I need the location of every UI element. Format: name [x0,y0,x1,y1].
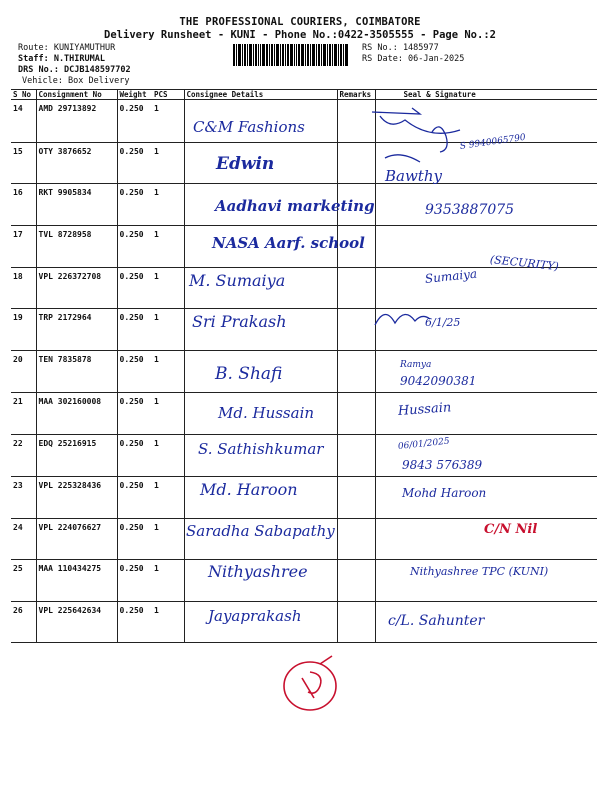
handwritten-consignee: Saradha Sabapathy [186,522,335,540]
handwritten-seal: 9843 576389 [402,458,483,472]
row-sno: 20 [11,351,36,393]
row-remarks [337,435,375,477]
row-consignment: RKT 9905834 [36,184,117,226]
row-pcs: 1 [152,560,184,602]
rs-number: RS No.: 1485977 [362,43,439,53]
row-weight: 0.250 [117,560,152,602]
runsheet-subtitle: Delivery Runsheet - KUNI - Phone No.:0422-3505555 - Page No.:2 [104,29,496,41]
handwritten-consignee: M. Sumaiya [189,271,286,290]
red-stamp-mark [280,652,344,716]
row-weight: 0.250 [117,519,152,560]
row-remarks [337,519,375,560]
handwritten-seal: Hussain [397,400,452,419]
row-weight: 0.250 [117,143,152,184]
handwritten-consignee: Sri Prakash [192,312,287,331]
row-remarks [337,560,375,602]
handwritten-seal: Sumaiya [424,266,478,286]
row-sno: 14 [11,100,36,143]
row-sno: 23 [11,477,36,519]
row-weight: 0.250 [117,184,152,226]
handwritten-seal: c/L. Sahunter [388,613,485,629]
row-sno: 22 [11,435,36,477]
handwritten-seal: 9042090381 [400,374,477,388]
row-remarks [337,351,375,393]
row-pcs: 1 [152,100,184,143]
row-remarks [337,477,375,519]
row-remarks [337,602,375,643]
row-sno: 19 [11,309,36,351]
row-pcs: 1 [152,477,184,519]
row-pcs: 1 [152,602,184,643]
handwritten-consignee: Edwin [216,154,275,174]
row-sno: 16 [11,184,36,226]
handwritten-seal: 06/01/2025 [397,436,451,452]
row-weight: 0.250 [117,435,152,477]
handwritten-seal: (SECURITY) [489,253,560,274]
table-row [11,602,597,643]
col-remarks-header: Remarks [337,90,375,100]
drs-label: DRS No.: DCJB148597702 [18,65,131,75]
handwritten-seal: Ramya [400,360,432,370]
handwritten-consignee: S. Sathishkumar [198,440,324,458]
row-consignment: TVL 8728958 [36,226,117,268]
row-consignment: TRP 2172964 [36,309,117,351]
col-consignment-header: Consignment No [36,90,117,100]
col-seal-header: Seal & Signature [375,90,597,100]
row-sno: 17 [11,226,36,268]
handwritten-consignee: Md. Haroon [200,480,298,499]
handwritten-consignee: Jayaprakash [208,607,302,625]
handwritten-consignee: Aadhavi marketing [215,197,375,215]
row-weight: 0.250 [117,477,152,519]
row-consignment: VPL 224076627 [36,519,117,560]
col-pcs-header: PCS [152,90,184,100]
row-remarks [337,393,375,435]
row-consignment: AMD 29713892 [36,100,117,143]
row-pcs: 1 [152,351,184,393]
staff-label: Staff: N.THIRUMAL [18,54,105,64]
row-weight: 0.250 [117,309,152,351]
row-consignment: MAA 302160008 [36,393,117,435]
handwritten-seal: 9353887075 [425,202,515,218]
row-sno: 26 [11,602,36,643]
handwritten-seal: Bawthy [385,167,442,185]
row-sno: 24 [11,519,36,560]
col-sno-header: S No [11,90,36,100]
row-pcs: 1 [152,226,184,268]
row-pcs: 1 [152,184,184,226]
row-pcs: 1 [152,143,184,184]
row-consignment: VPL 225328436 [36,477,117,519]
vehicle-label: Vehicle: Box Delivery [22,76,130,86]
row-consignment: TEN 7835878 [36,351,117,393]
row-sno: 21 [11,393,36,435]
handwritten-consignee: C&M Fashions [193,118,305,136]
table-row [11,309,597,351]
handwritten-consignee: NASA Aarf. school [212,234,365,252]
col-weight-header: Weight [117,90,152,100]
row-weight: 0.250 [117,602,152,643]
row-pcs: 1 [152,435,184,477]
row-consignment: EDQ 25216915 [36,435,117,477]
row-sno: 15 [11,143,36,184]
row-pcs: 1 [152,309,184,351]
row-consignment: VPL 226372708 [36,268,117,309]
row-consignment: VPL 225642634 [36,602,117,643]
row-sno: 18 [11,268,36,309]
handwritten-seal: 6/1/25 [425,316,461,329]
row-weight: 0.250 [117,100,152,143]
row-weight: 0.250 [117,226,152,268]
row-weight: 0.250 [117,351,152,393]
row-pcs: 1 [152,268,184,309]
handwritten-seal: C/N Nil [484,522,538,537]
table-row [11,268,597,309]
signature-scribble [370,295,450,335]
handwritten-consignee: Nithyashree [208,562,308,581]
table-row [11,477,597,519]
barcode-image [233,44,349,66]
route-label: Route: KUNIYAMUTHUR [18,43,116,53]
row-weight: 0.250 [117,268,152,309]
company-title: THE PROFESSIONAL COURIERS, COIMBATORE [179,16,421,28]
row-pcs: 1 [152,519,184,560]
handwritten-consignee: B. Shafi [215,364,283,384]
row-weight: 0.250 [117,393,152,435]
col-consignee-header: Consignee Details [184,90,337,100]
handwritten-seal: Mohd Haroon [402,486,487,500]
handwritten-seal: S 9940065790 [459,132,527,152]
table-row [11,351,597,393]
row-sno: 25 [11,560,36,602]
rs-date: RS Date: 06-Jan-2025 [362,54,465,64]
table-header-row [11,90,597,100]
row-consignment: OTY 3876652 [36,143,117,184]
handwritten-seal: Nithyashree TPC (KUNI) [410,565,549,578]
signature-scribbles [360,100,600,260]
handwritten-consignee: Md. Hussain [218,404,315,422]
row-pcs: 1 [152,393,184,435]
row-consignment: MAA 110434275 [36,560,117,602]
